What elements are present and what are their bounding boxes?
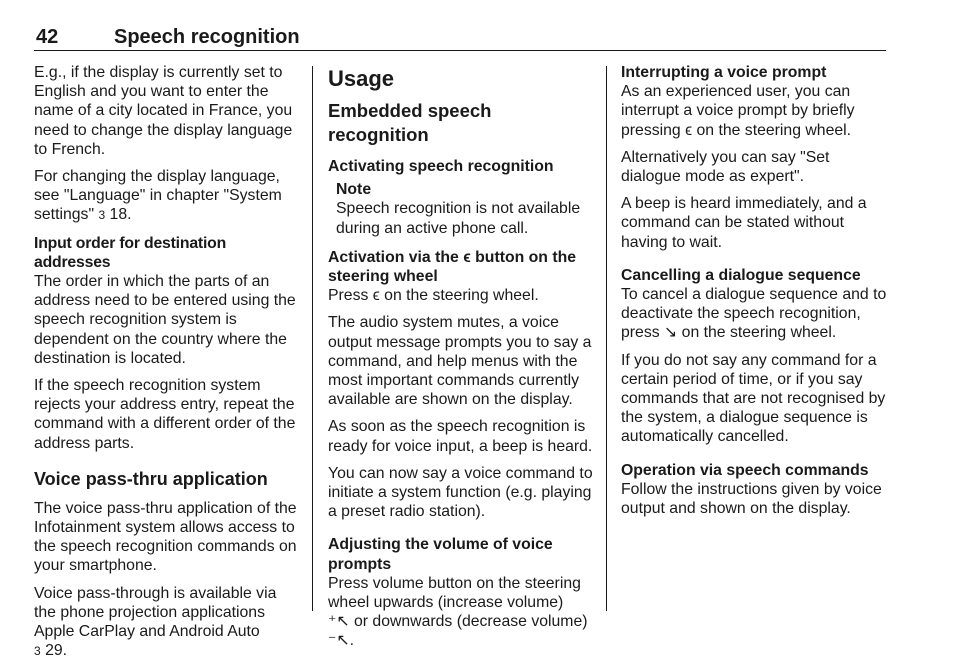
paragraph: The voice pass-thru application of the Infotainment system allows access to the speech recognition commands on your smartphone. <box>34 499 297 575</box>
paragraph: To cancel a dialogue sequence and to deactivate the speech recognition, press ↘ on the steering wheel. <box>621 286 887 342</box>
column-divider <box>312 66 313 611</box>
paragraph: If the speech recognition system rejects your address entry, repeat the command with a different order of the address parts. <box>34 377 296 452</box>
page-ref-arrow-icon: 3 <box>34 644 41 659</box>
subheading: Activation via the ϵ button on the steering wheel <box>328 248 577 286</box>
hang-up-icon: ↘ <box>664 324 678 342</box>
section-heading: Voice pass-thru application <box>34 468 268 489</box>
page-ref-link[interactable]: 18. <box>109 206 132 224</box>
column-divider <box>606 66 607 611</box>
paragraph: The order in which the parts of an address need to be entered using the speech recognition system is dependent on the country where the destination is located. <box>34 273 296 367</box>
paragraph: For changing the display language, see "Language" in chapter "System settings" 3 18. <box>34 167 300 226</box>
paragraph: Follow the instructions given by voice output and shown on the display. <box>621 480 882 518</box>
note-text: Speech recognition is not available during an active phone call. <box>336 200 581 237</box>
voice-button-icon: ϵ <box>685 121 693 139</box>
paragraph: As soon as the speech recognition is ready for voice input, a beep is heard. <box>328 418 593 455</box>
page-ref-arrow-icon: 3 <box>98 208 106 223</box>
paragraph: You can now say a voice command to initiate a system function (e.g. playing a preset radio station). <box>328 464 593 521</box>
column-left <box>34 63 300 669</box>
page-ref-link[interactable]: 29. <box>45 642 68 660</box>
subheading: Activating speech recognition <box>328 158 554 175</box>
note-title: Note <box>336 181 372 199</box>
page-number: 42 <box>36 26 59 48</box>
paragraph: Press ϵ on the steering wheel. <box>328 287 539 305</box>
voice-button-icon: ϵ <box>463 248 471 266</box>
paragraph: Alternatively you can say "Set dialogue mode as expert". <box>621 148 830 186</box>
section-subheading: Embedded speech recognition <box>328 100 492 145</box>
page-header <box>34 26 886 51</box>
paragraph: The audio system mutes, a voice output message prompts you to say a command, and help menus with the most important commands currently available are shown on the display. <box>328 314 592 409</box>
subheading: Input order for destination addresses <box>34 234 227 271</box>
subheading: Cancelling a dialogue sequence <box>621 266 861 284</box>
subheading: Interrupting a voice prompt <box>621 64 827 81</box>
subheading: Adjusting the volume of voice prompts <box>328 536 553 573</box>
paragraph: E.g., if the display is currently set to English and you want to enter the name of a city located in France, you need to change the display language to French. <box>34 64 293 158</box>
voice-button-icon: ϵ <box>372 287 380 305</box>
volume-down-icon: ⁻↖ <box>328 632 350 650</box>
page-title: Speech recognition <box>114 26 300 48</box>
paragraph: Press volume button on the steering wheel upwards (increase volume) ⁺↖ or downwards (decrease volume) ⁻↖. <box>328 574 588 650</box>
paragraph: If you do not say any command for a certain period of time, or if you say commands that are not recognised by the system, a dialogue sequence is automatically cancelled. <box>621 351 886 446</box>
note-box <box>336 180 596 238</box>
column-right <box>621 63 889 526</box>
paragraph: Voice pass-through is available via the phone projection applications Apple CarPlay and Android Auto 3 29. <box>34 584 300 662</box>
paragraph: A beep is heard immediately, and a command can be stated without having to wait. <box>621 195 867 251</box>
column-middle <box>328 63 596 659</box>
subheading: Operation via speech commands <box>621 461 869 479</box>
paragraph: As an experienced user, you can interrupt a voice prompt by briefly pressing ϵ on the steering wheel. <box>621 83 855 139</box>
volume-up-icon: ⁺↖ <box>328 613 350 631</box>
section-heading: Usage <box>328 66 395 91</box>
